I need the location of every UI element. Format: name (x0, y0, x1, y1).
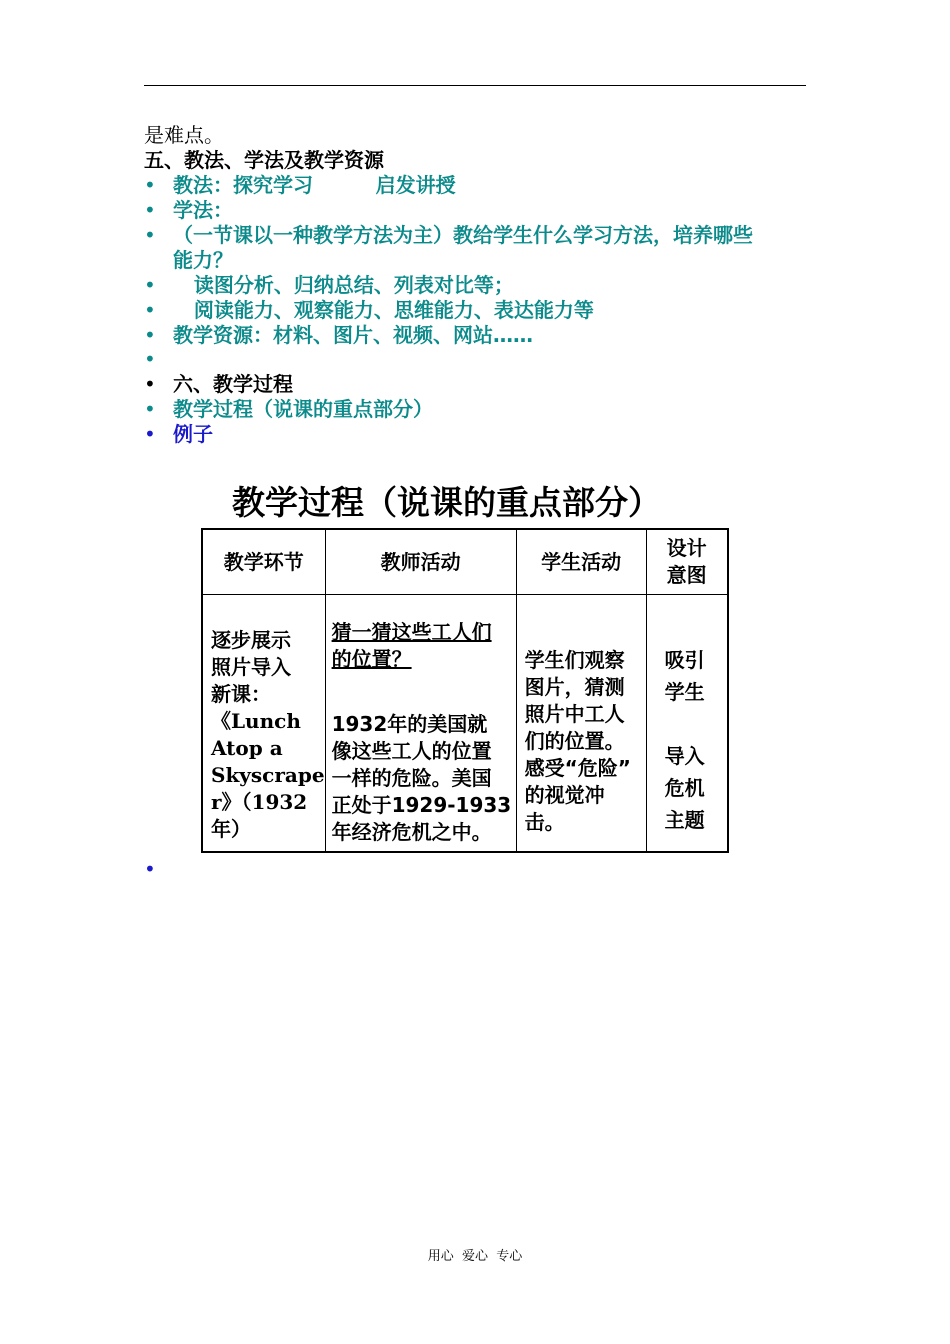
bullet-skills-abilities: 阅读能力、观察能力、思维能力、表达能力等 (173, 298, 594, 322)
trailing-bullet-dot: • (144, 857, 156, 881)
header-student: 学生活动 (516, 529, 646, 595)
stage-line: Atop a (211, 736, 283, 760)
stage-line: 年） (211, 817, 251, 841)
intent-line: 导入 (664, 744, 705, 768)
teacher-question-line: 的位置？ (331, 646, 412, 671)
teacher-body-line: 像这些工人的位置 (331, 738, 492, 763)
intent-line: 主题 (664, 808, 705, 832)
header-intent-line1: 设计 (666, 536, 707, 560)
header-rule (144, 85, 806, 86)
stage-line: 新课： (211, 682, 271, 706)
stage-line: Skyscrape (211, 763, 325, 787)
bullet-dot: • (144, 397, 156, 421)
student-line: 感受“危险” (524, 755, 631, 780)
section-6-heading: 六、教学过程 (173, 372, 293, 396)
cell-stage (202, 595, 325, 853)
bullet-process-key: 教学过程（说课的重点部分） (173, 397, 433, 421)
bullet-dot: • (144, 198, 156, 222)
bullet-dot: • (144, 223, 156, 247)
stage-line: 照片导入 (211, 655, 291, 679)
bullet-dot: • (144, 323, 156, 347)
bullet-resources: 教学资源：材料、图片、视频、网站…… (173, 323, 533, 347)
header-intent (646, 529, 728, 595)
student-line: 击。 (524, 809, 565, 834)
stage-line: 逐步展示 (211, 628, 291, 652)
bullet-dot: • (144, 173, 156, 197)
intent-line: 危机 (664, 776, 705, 800)
student-line: 的视觉冲 (524, 782, 605, 807)
intent-line: 吸引 (664, 648, 705, 672)
bullet-example: 例子 (173, 422, 213, 446)
cell-student (516, 595, 646, 853)
stage-line: r》（1932 (211, 790, 308, 814)
bullet-dot: • (144, 273, 156, 297)
bullet-learning-method: 学法： (173, 198, 233, 222)
teacher-body-line: 一样的危险。美国 (331, 765, 492, 790)
student-line: 学生们观察 (524, 647, 625, 672)
teacher-body-line: 1932年的美国就 (331, 711, 488, 736)
bullet-dot: • (144, 372, 156, 396)
teacher-body-line: 年经济危机之中。 (331, 819, 492, 844)
table-header-row (202, 529, 728, 595)
bullet-method-description-cont: 能力？ (173, 248, 233, 272)
page-footer: 用心 爱心 专心 (427, 1249, 523, 1264)
bullet-dot-empty: • (144, 347, 156, 371)
bullet-dot: • (144, 298, 156, 322)
bullet-teaching-method: 教法：探究学习 启发讲授 (173, 173, 456, 197)
intro-line: 是难点。 (144, 123, 224, 147)
process-table (201, 528, 729, 853)
section-5-heading: 五、教法、学法及教学资源 (144, 148, 384, 172)
header-stage: 教学环节 (202, 529, 325, 595)
header-teacher: 教师活动 (325, 529, 516, 595)
slide-title: 教学过程（说课的重点部分） (232, 483, 661, 522)
cell-intent (646, 595, 728, 853)
table-row (202, 595, 728, 853)
cell-teacher (325, 595, 516, 853)
intent-line: 学生 (664, 680, 705, 704)
teacher-body-line: 正处于1929-1933 (331, 792, 512, 817)
bullet-method-description: （一节课以一种教学方法为主）教给学生什么学习方法，培养哪些 (173, 223, 753, 247)
stage-line: 《Lunch (211, 709, 301, 733)
student-line: 照片中工人 (524, 701, 625, 726)
header-intent-line2: 意图 (666, 563, 707, 587)
bullet-dot: • (144, 422, 156, 446)
student-line: 们的位置。 (524, 728, 625, 753)
teacher-question-line: 猜一猜这些工人们 (331, 619, 492, 644)
student-line: 图片，猜测 (524, 674, 625, 699)
bullet-skills-reading: 读图分析、归纳总结、列表对比等； (173, 273, 514, 297)
